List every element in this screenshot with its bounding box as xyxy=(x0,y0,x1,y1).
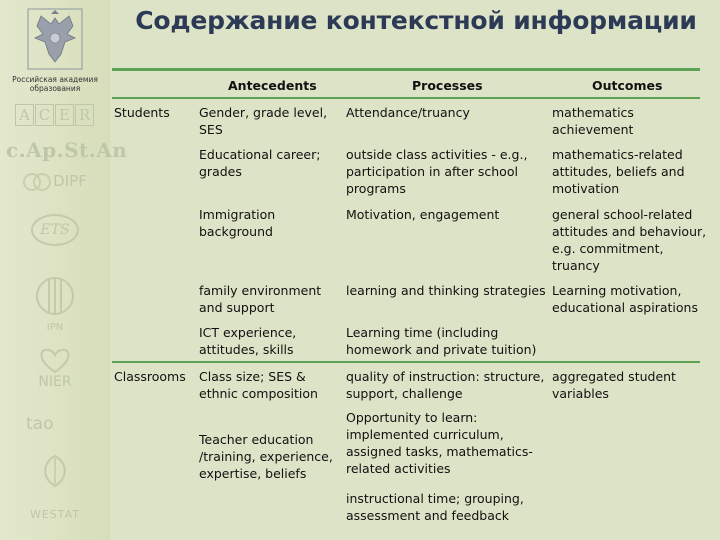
table-cell: Gender, grade level, SES xyxy=(199,105,328,137)
table-cell: Class size; SES & ethnic composition xyxy=(199,369,318,401)
tao-logo: tao xyxy=(26,414,54,434)
academy-name: Российская академия образования xyxy=(12,75,98,93)
column-header-antecedents: Antecedents xyxy=(228,78,317,93)
table-cell: Immigration background xyxy=(199,207,276,239)
table-cell: Learning motivation, educational aspirations xyxy=(552,283,698,315)
column-header-processes: Processes xyxy=(412,78,483,93)
column-header-outcomes: Outcomes xyxy=(592,78,663,93)
leaf-emblem-icon xyxy=(35,452,75,490)
table-cell: learning and thinking strategies xyxy=(346,283,546,298)
capstan-logo: c.Ap.St.An xyxy=(6,138,128,162)
leaf-logo xyxy=(6,452,104,492)
table-cell: general school-related attitudes and behaviour, e.g. commitment, truancy xyxy=(552,207,707,273)
acer-logo: A C E R xyxy=(6,104,104,128)
westat-logo: WESTAT xyxy=(29,508,81,521)
table-cell: mathematics achievement xyxy=(552,105,634,137)
table-cell: mathematics-related attitudes, beliefs and motivation xyxy=(552,147,685,196)
table-cell: Opportunity to learn: implemented curriculum, assigned tasks, mathematics-related activities xyxy=(346,410,533,476)
nier-logo: NIER xyxy=(6,346,104,394)
table-cell: instructional time; grouping, assessment and feedback xyxy=(346,491,524,523)
sidebar xyxy=(0,0,128,540)
table-cell: family environment and support xyxy=(199,283,322,315)
row-group-label-students: Students xyxy=(114,105,170,120)
ipn-logo: IPN xyxy=(6,276,104,338)
group-divider-rule xyxy=(112,361,700,363)
table-cell: Teacher education /training, experience, expertise, beliefs xyxy=(199,432,333,481)
dipf-logo: DIPF xyxy=(6,172,104,191)
table-cell: ICT experience, attitudes, skills xyxy=(199,325,297,357)
double-headed-eagle-emblem-icon xyxy=(27,8,83,70)
page-title: Содержание контекстной информации xyxy=(135,6,697,35)
table-cell: Educational career; grades xyxy=(199,147,321,179)
nier-heart-icon xyxy=(33,346,77,374)
row-group-label-classrooms: Classrooms xyxy=(114,369,186,384)
dipf-circles-icon xyxy=(23,173,53,191)
header-rule xyxy=(112,97,700,99)
table-cell: Motivation, engagement xyxy=(346,207,500,222)
table-top-rule xyxy=(112,68,700,71)
table-cell: Attendance/truancy xyxy=(346,105,470,120)
ets-logo: ETS xyxy=(6,214,104,246)
table-cell: aggregated student variables xyxy=(552,369,676,401)
ipn-globe-icon xyxy=(35,276,75,320)
table-cell: quality of instruction: structure, support, challenge xyxy=(346,369,545,401)
table-cell: outside class activities - e.g., participation in after school programs xyxy=(346,147,528,196)
table-cell: Learning time (including homework and private tuition) xyxy=(346,325,537,357)
